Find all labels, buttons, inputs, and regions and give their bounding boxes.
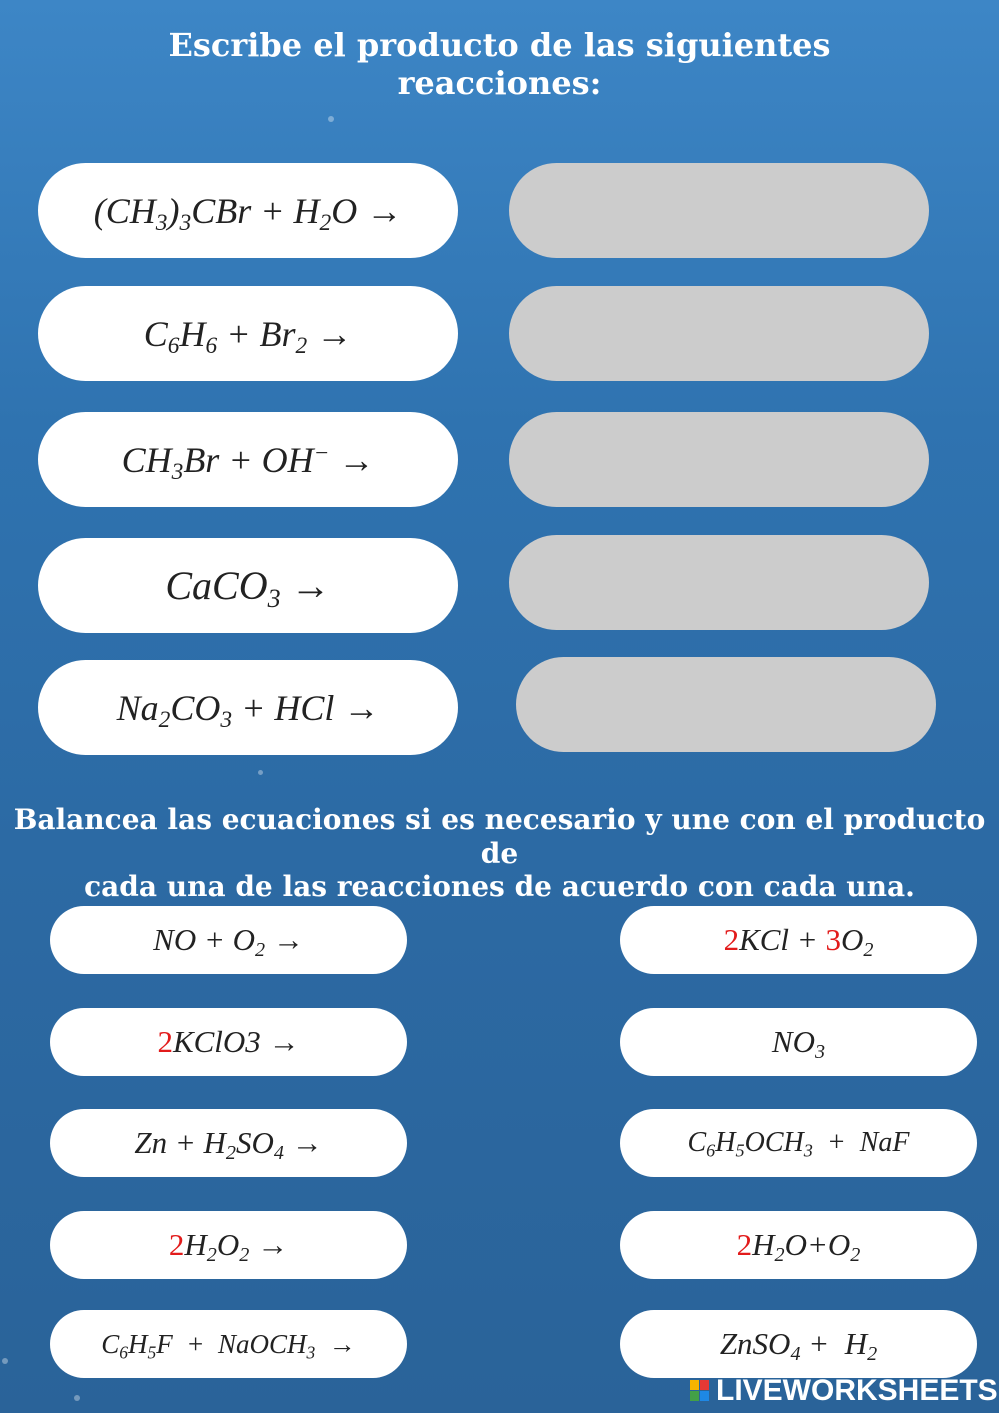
match-left-1-text: NO + $O_2$ → (153, 922, 304, 962)
reaction-1-text: $(CH_3)_3CBr + H_2O$ → (93, 190, 403, 236)
answer-input-2[interactable] (509, 286, 929, 381)
liveworksheets-logo-icon (690, 1380, 710, 1402)
match-right-4-text: $2H_2O+O_2$ (736, 1227, 861, 1267)
reaction-5-text: $Na_2CO_3$ + HCl → (116, 687, 380, 733)
match-right-1-text: $2KCl + 3O_2$ (723, 922, 874, 962)
match-left-3-text: $Zn + H_2SO_4$ → (134, 1125, 323, 1165)
match-left-5[interactable] (50, 1310, 407, 1378)
decor-dot (258, 770, 263, 775)
match-left-4-text: $2H_2O_2$ → (168, 1227, 289, 1267)
match-left-1[interactable] (50, 906, 407, 974)
reaction-2-text: $C_6H_6 + Br_2$ → (143, 313, 353, 359)
section2-title-line1: Balancea las ecuaciones si es necesario y une con el producto de (13, 803, 986, 870)
match-right-5[interactable] (620, 1310, 977, 1378)
match-right-4[interactable] (620, 1211, 977, 1279)
section2-title-line2: cada una de las reacciones de acuerdo con cada una. (84, 870, 915, 904)
reaction-5 (38, 660, 458, 755)
decor-dot (2, 1358, 8, 1364)
reaction-4-text: CaCO$_3$ → (165, 563, 331, 613)
reaction-3 (38, 412, 458, 507)
section1-title-line1: Escribe el producto de las siguientes (168, 26, 831, 64)
match-right-5-text: ZnSO$_4$ + $H_2$ (719, 1326, 878, 1366)
match-left-2[interactable] (50, 1008, 407, 1076)
match-right-1[interactable] (620, 906, 977, 974)
reaction-1 (38, 163, 458, 258)
match-right-2[interactable] (620, 1008, 977, 1076)
answer-input-1[interactable] (509, 163, 929, 258)
match-left-3[interactable] (50, 1109, 407, 1177)
match-left-5-text: $C_6H_5F$ + NaOCH$_3$ → (101, 1328, 356, 1362)
reaction-4 (38, 538, 458, 633)
answer-input-3[interactable] (509, 412, 929, 507)
match-left-2-text: 2KClO3 → (157, 1024, 300, 1059)
liveworksheets-logo-text: LIVEWORKSHEETS (716, 1374, 998, 1407)
section1-title (0, 26, 999, 103)
match-right-3[interactable] (620, 1109, 977, 1177)
match-left-4[interactable] (50, 1211, 407, 1279)
answer-input-5[interactable] (516, 657, 936, 752)
match-right-2-text: $NO_3$ (771, 1024, 826, 1064)
liveworksheets-logo (690, 1374, 998, 1408)
reaction-2 (38, 286, 458, 381)
reaction-3-text: $CH_3Br + OH^-$ → (121, 439, 375, 485)
decor-dot (74, 1395, 80, 1401)
section1-title-line2: reacciones: (397, 64, 602, 103)
decor-dot (328, 116, 334, 122)
match-right-3-text: $C_6H_5OCH_3$ + NaF (687, 1127, 910, 1161)
section2-title (0, 803, 999, 904)
answer-input-4[interactable] (509, 535, 929, 630)
